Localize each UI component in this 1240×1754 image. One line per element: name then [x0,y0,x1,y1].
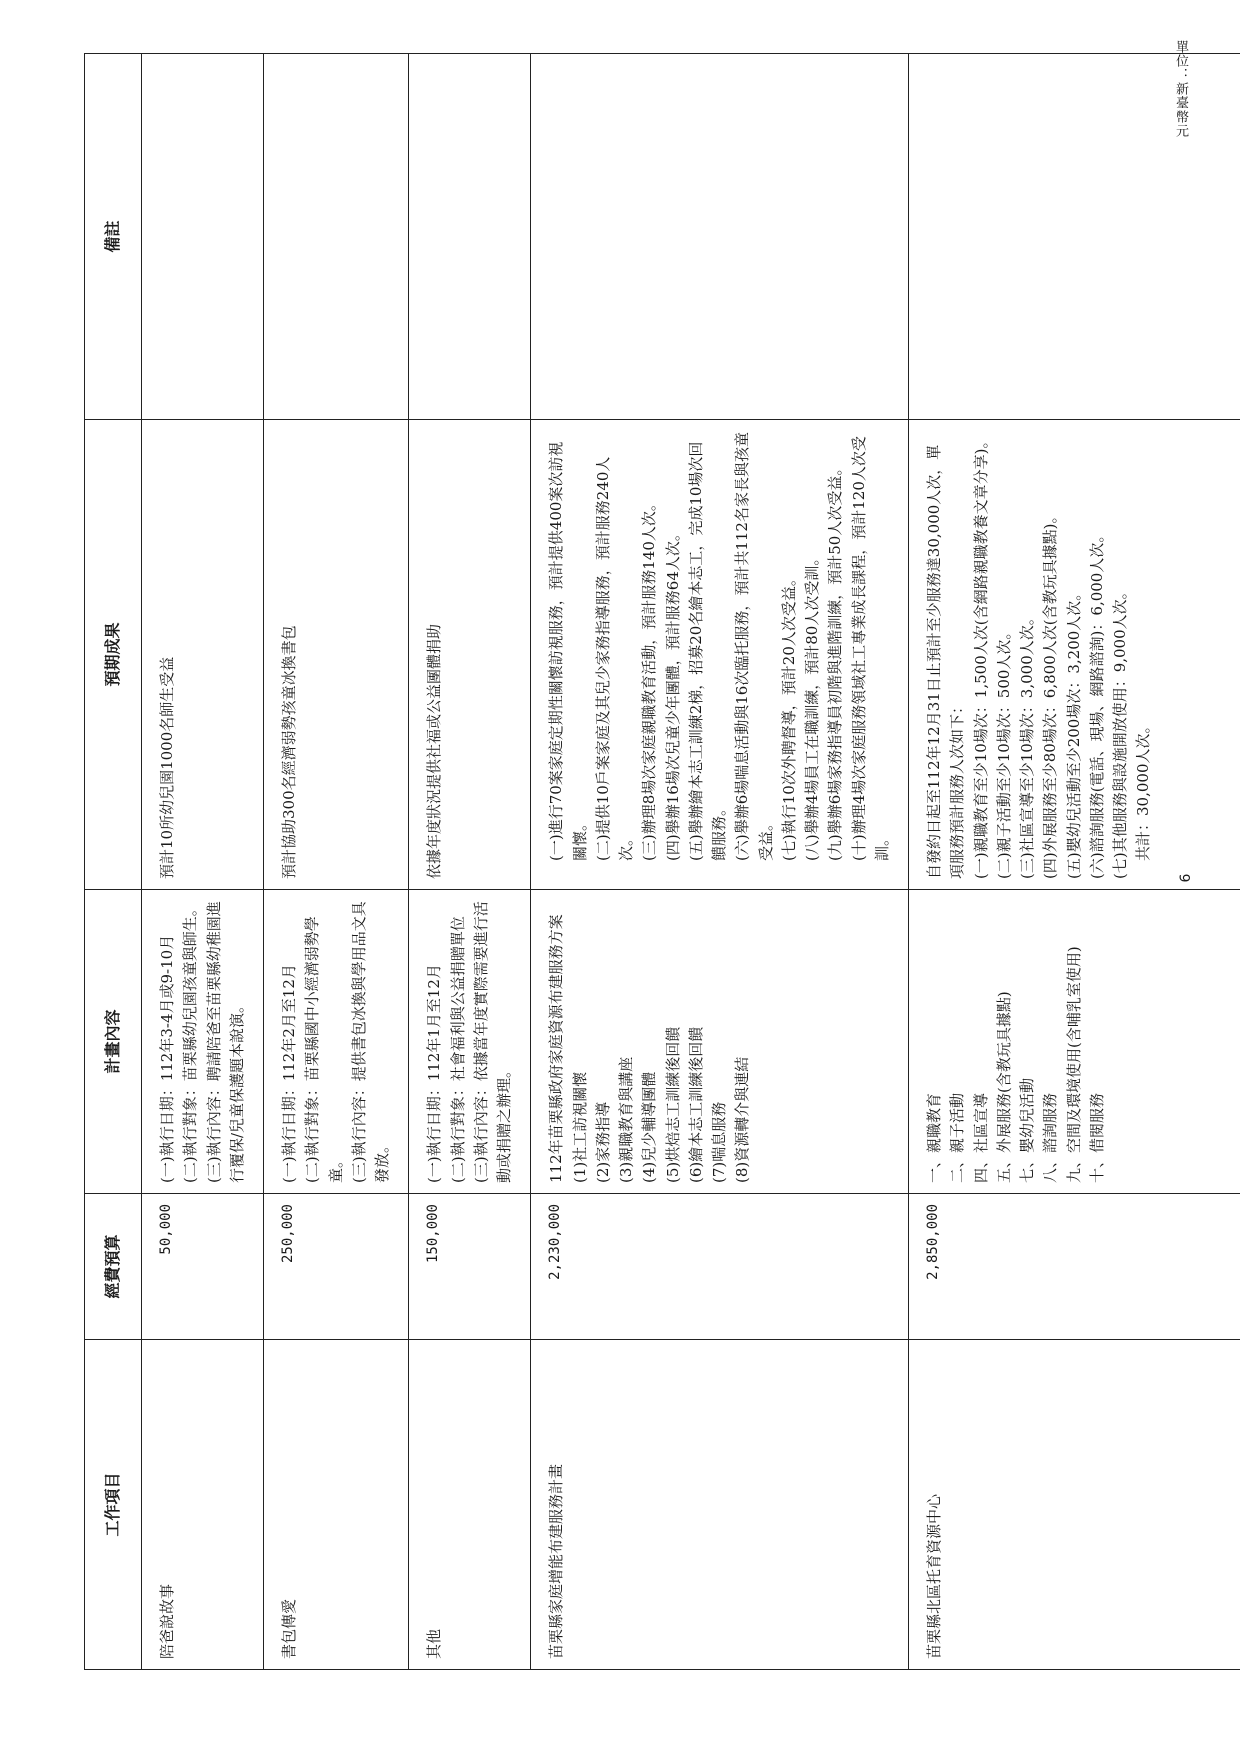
result-line: (六)諮詢服務(電話、現場、網路諮詢)：6,000人次。 [1087,527,1106,879]
content-line: (二)執行對象：苗栗縣國中小經濟弱勢學童。 [303,916,345,1183]
content-line: 二、親子活動 [948,1092,967,1183]
content-line: (8)資源轉介與連結 [733,1056,752,1183]
content-line: (一)執行日期：112年1月至12月 [425,964,444,1183]
content-line: (三)執行內容：依據當年度實際需要進行活動或捐贈之辦理。 [471,901,513,1183]
result-line: (十)辦理4場次家庭服務領域社工專業成長課程，預計120人次受訓。 [849,436,891,861]
row-remarks [909,54,1240,420]
row-remarks [409,54,531,420]
content-line: (5)烘焙志工訓練後回饋 [663,1026,682,1183]
result-line: (三)社區宣導至少10場次：3,000人次。 [1018,610,1036,879]
table-row [264,54,409,1670]
row-budget: 250,000 [264,1194,409,1340]
content-line: 五、外展服務(含教玩具據點) [994,991,1013,1183]
header-remarks: 備註 [85,54,142,420]
result-line: (五)舉辦繪本志工訓練2梯，招募20名繪本志工，完成10場次回饋服務。 [686,441,728,861]
content-line: (6)繪本志工訓練後回饋 [686,1026,705,1183]
content-line: (3)親職教育與講座 [617,1056,635,1183]
row-item: 其他 [409,1340,531,1670]
row-content [264,890,409,1194]
row-results [531,420,909,890]
unit-note: 單位：新臺幣元 [1173,40,1188,138]
header-row [85,54,142,1670]
content-line: (一)執行日期：112年2月至12月 [280,964,298,1183]
result-line: 預計10所幼兒園1000名師生受益 [158,656,176,879]
content-line: (7)喘息服務 [710,1101,728,1183]
table-row [409,54,531,1670]
row-results [264,420,409,890]
content-line: 十、借閱服務 [1087,1092,1106,1183]
row-content [909,890,1240,1194]
result-line: (九)舉辦6場家務指導員初階與進階訓練，預計50人次受益。 [826,460,845,861]
content-line: 九、空間及環境使用(含哺乳室使用) [1064,946,1083,1183]
row-item: 陪爸說故事 [142,1340,264,1670]
content-line: (二)執行對象：社會福利與公益捐贈單位 [448,916,467,1183]
content-line: 八、諮詢服務 [1041,1092,1060,1183]
header-item: 工作項目 [85,1340,142,1670]
row-remarks [142,54,264,420]
result-line: (一)進行70案家庭定期性關懷訪視服務，預計提供400案次訪視關懷。 [547,441,589,861]
result-line: (五)嬰幼兒活動至少200場次：3,200人次。 [1064,585,1083,879]
row-budget: 50,000 [142,1194,264,1340]
budget-table-container [84,54,1180,1670]
content-line: (三)執行內容：聘請陪爸至苗栗縣幼稚園進行覆保/兒童保護題本說演。 [204,901,246,1183]
header-content: 計畫內容 [85,890,142,1194]
row-budget: 150,000 [409,1194,531,1340]
result-line: (八)舉辦4場員工在職訓練，預計80人次受訓。 [803,550,821,861]
row-results [409,420,531,890]
result-line: 預計協助300名經濟弱勢孩童冰換書包 [280,625,298,879]
table-row [909,54,1240,1670]
content-line: (1)社工訪視關懷 [570,1071,589,1183]
row-item: 書包傳愛 [264,1340,409,1670]
budget-table [84,53,1240,1670]
result-line: (七)其他服務與設施開放使用：9,000人次。 [1111,584,1129,879]
content-line: 七、嬰幼兒活動 [1018,1077,1036,1183]
page-number: 6 [1178,873,1194,883]
result-line: (六)舉辦6場喘息活動與16次臨托服務，預計共112名家長與孩童受益。 [733,432,775,861]
result-line: (三)辦理8場次家庭親職教育活動，預計服務140人次。 [640,496,659,861]
result-line: 共計：30,000人次。 [1134,718,1153,861]
content-line: (一)執行日期：112年3-4月或9-10月 [158,934,176,1183]
result-line: (二)提供10戶案家庭及其兒少家務指導服務，預計服務240人次。 [593,456,635,861]
row-results [142,420,264,890]
result-line: (一)親職教育至少10場次：1,500人次(含網路親職教養文章分享)。 [971,433,990,879]
result-line: (七)執行10次外聘督導，預計20人次受益。 [779,571,798,861]
row-content [531,890,909,1194]
row-content [142,890,264,1194]
content-line: (三)執行內容：提供書包冰換與學用品文具發放。 [349,901,391,1183]
header-results: 預期成果 [85,420,142,890]
table-row [142,54,264,1670]
result-line: (四)舉辦16場次兒童少年團體，預計服務64人次。 [663,526,682,861]
table-row [531,54,909,1670]
row-content [409,890,531,1194]
result-line: 依據年度狀況提供社福或公益團體捐助 [425,623,444,879]
row-results [909,420,1240,890]
content-line: 一、親職教育 [925,1092,943,1183]
row-item: 苗栗縣北區托育資源中心 [909,1340,1240,1670]
content-line: (4)兒少輔導團體 [640,1071,659,1183]
content-line: 112年苗栗縣政府家庭資源布建服務方案 [547,914,566,1183]
row-remarks [264,54,409,420]
content-line: 四、社區宣導 [971,1092,990,1183]
row-budget: 2,850,000 [909,1194,1240,1340]
row-item: 苗栗縣家庭增能布建服務計畫 [531,1340,909,1670]
row-budget: 2,230,000 [531,1194,909,1340]
result-line: 自發約日起至112年12月31日止預計至少服務達30,000人次，單項服務預計服務人次如下： [925,444,967,879]
result-line: (二)親子活動至少10場次：500人次。 [994,624,1013,879]
row-remarks [531,54,909,420]
result-line: (四)外展服務至少80場次：6,800人次(含教玩具據點)。 [1041,508,1060,879]
content-line: (2)家務指導 [593,1101,612,1183]
header-budget: 經費預算 [85,1194,142,1340]
content-line: (二)執行對象：苗栗縣幼兒園孩童與師生。 [181,901,200,1183]
